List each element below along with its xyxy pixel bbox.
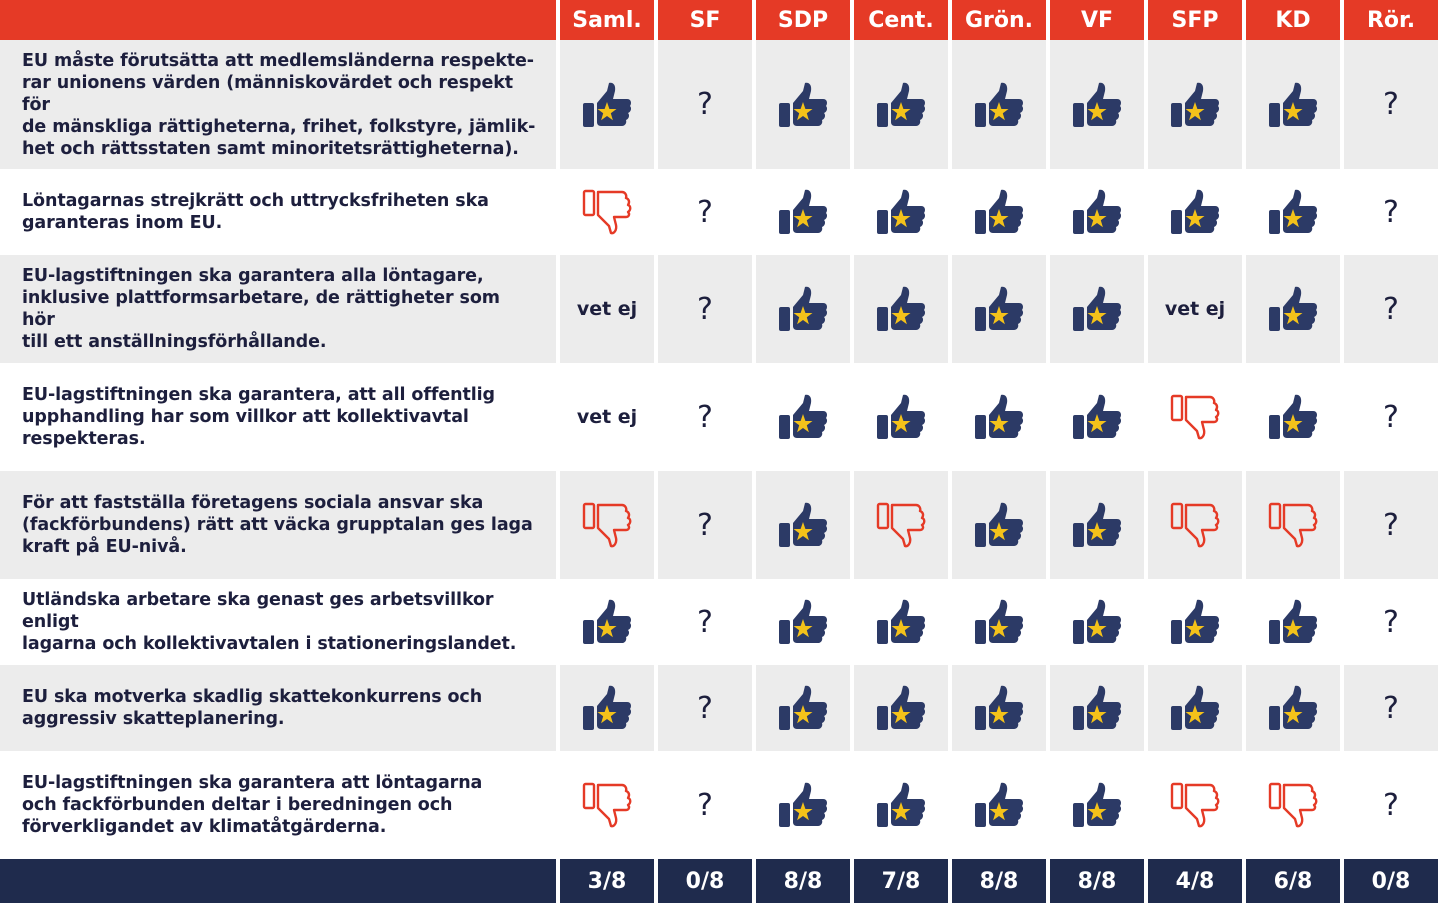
answer-cell <box>850 255 948 363</box>
statement-line: kraft på EU-nivå. <box>22 537 187 557</box>
answer-cell <box>1144 579 1242 665</box>
statement-line: EU måste förutsätta att medlemsländerna respekte- <box>22 50 534 71</box>
statement-cell <box>0 255 556 363</box>
answer-cell <box>948 665 1046 751</box>
answer-cell <box>948 579 1046 665</box>
answer-cell <box>1046 751 1144 859</box>
answer-cell <box>1242 40 1340 169</box>
statement-line: lagarna och kollektivavtalen i stationeringslandet. <box>22 634 517 654</box>
answer-cell <box>556 40 654 169</box>
statement-line: upphandling har som villkor att kollektivavtal <box>22 407 469 427</box>
thumbs-down-icon <box>581 781 633 829</box>
answer-cell <box>948 255 1046 363</box>
statement-cell <box>0 169 556 255</box>
answer-cell <box>654 255 752 363</box>
answer-cell <box>654 579 752 665</box>
thumbs-up-icon <box>777 188 829 236</box>
thumbs-up-icon <box>973 285 1025 333</box>
thumbs-up-icon <box>581 598 633 646</box>
thumbs-up-icon <box>777 598 829 646</box>
statement-cell <box>0 40 556 169</box>
thumbs-down-icon <box>1169 781 1221 829</box>
thumbs-down-icon <box>1169 393 1221 441</box>
unknown-question-mark: ? <box>697 194 713 230</box>
thumbs-down-icon <box>1267 501 1319 549</box>
thumbs-up-icon <box>777 781 829 829</box>
statement-line: EU ska motverka skadlig skattekonkurrens och <box>22 687 483 707</box>
unknown-question-mark: ? <box>697 399 713 435</box>
thumbs-up-icon <box>1267 684 1319 732</box>
answer-cell <box>1340 363 1438 471</box>
statement-line: och fackförbunden deltar i beredningen och <box>22 795 453 815</box>
thumbs-down-icon <box>1169 501 1221 549</box>
answer-cell <box>948 40 1046 169</box>
answer-cell <box>850 40 948 169</box>
answer-cell <box>752 169 850 255</box>
unknown-question-mark: ? <box>1383 87 1399 122</box>
answer-cell <box>556 751 654 859</box>
thumbs-down-icon <box>875 501 927 549</box>
total-score: 3/8 <box>556 859 654 903</box>
thumbs-up-icon <box>875 81 927 129</box>
answer-cell <box>1144 255 1242 363</box>
answer-cell <box>1046 471 1144 579</box>
answer-cell <box>850 471 948 579</box>
statement-line: (fackförbundens) rätt att väcka grupptalan ges laga <box>22 515 533 535</box>
answer-cell <box>850 579 948 665</box>
answer-cell <box>1340 665 1438 751</box>
answer-cell <box>850 363 948 471</box>
thumbs-up-icon <box>875 598 927 646</box>
vet-ej-label: vet ej <box>576 406 638 428</box>
statement-line: Löntagarnas strejkrätt och uttrycksfriheten ska <box>22 191 489 211</box>
thumbs-up-icon <box>973 598 1025 646</box>
answer-cell <box>556 471 654 579</box>
unknown-question-mark: ? <box>1383 291 1399 327</box>
answer-cell <box>948 363 1046 471</box>
thumbs-up-icon <box>973 501 1025 549</box>
thumbs-up-icon <box>581 81 633 129</box>
answer-cell <box>1242 579 1340 665</box>
answer-cell <box>1046 665 1144 751</box>
statement-cell <box>0 471 556 579</box>
statement-line: Utländska arbetare ska genast ges arbetsvillkor enligt <box>22 590 494 632</box>
total-score: 0/8 <box>654 859 752 903</box>
answer-cell <box>1144 363 1242 471</box>
unknown-question-mark: ? <box>697 787 713 823</box>
thumbs-up-icon <box>1267 188 1319 236</box>
answer-cell <box>1242 665 1340 751</box>
thumbs-up-icon <box>1071 81 1123 129</box>
statement-line: rar unionens värden (människovärdet och respekt för <box>22 72 514 115</box>
answer-cell <box>556 665 654 751</box>
answer-cell <box>1046 363 1144 471</box>
thumbs-up-icon <box>875 393 927 441</box>
thumbs-up-icon <box>875 285 927 333</box>
answer-cell <box>1144 169 1242 255</box>
answer-cell <box>654 169 752 255</box>
column-header: SDP <box>752 0 850 40</box>
total-score: 8/8 <box>1046 859 1144 903</box>
thumbs-up-icon <box>777 684 829 732</box>
thumbs-up-icon <box>1267 393 1319 441</box>
thumbs-up-icon <box>1071 285 1123 333</box>
column-header: Grön. <box>948 0 1046 40</box>
thumbs-up-icon <box>973 393 1025 441</box>
statement-line: inklusive plattformsarbetare, de rättigheter som hör <box>22 288 500 330</box>
unknown-question-mark: ? <box>697 291 713 327</box>
answer-cell <box>1242 751 1340 859</box>
unknown-question-mark: ? <box>1383 604 1399 640</box>
answer-cell <box>1340 255 1438 363</box>
answer-cell <box>654 665 752 751</box>
total-score: 8/8 <box>752 859 850 903</box>
answer-cell <box>1144 40 1242 169</box>
unknown-question-mark: ? <box>1383 690 1399 726</box>
unknown-question-mark: ? <box>1383 194 1399 230</box>
column-header: SFP <box>1144 0 1242 40</box>
unknown-question-mark: ? <box>1383 787 1399 823</box>
statement-line: het och rättsstaten samt minoritetsrättigheterna). <box>22 138 519 159</box>
answer-cell <box>1046 40 1144 169</box>
answer-cell <box>556 579 654 665</box>
total-score: 8/8 <box>948 859 1046 903</box>
thumbs-up-icon <box>973 188 1025 236</box>
statement-cell <box>0 363 556 471</box>
answer-cell <box>1340 40 1438 169</box>
total-score: 0/8 <box>1340 859 1438 903</box>
thumbs-down-icon <box>1267 781 1319 829</box>
answer-cell <box>850 665 948 751</box>
statement-cell <box>0 579 556 665</box>
thumbs-up-icon <box>973 684 1025 732</box>
unknown-question-mark: ? <box>697 690 713 726</box>
thumbs-up-icon <box>1071 501 1123 549</box>
thumbs-up-icon <box>1169 684 1221 732</box>
thumbs-down-icon <box>581 188 633 236</box>
thumbs-up-icon <box>1071 393 1123 441</box>
statement-cell <box>0 751 556 859</box>
answer-cell <box>752 665 850 751</box>
thumbs-up-icon <box>1267 598 1319 646</box>
statement-line: till ett anställningsförhållande. <box>22 332 327 352</box>
unknown-question-mark: ? <box>697 507 713 543</box>
thumbs-up-icon <box>1169 81 1221 129</box>
column-header: Cent. <box>850 0 948 40</box>
answer-cell <box>1340 169 1438 255</box>
answer-cell <box>1144 665 1242 751</box>
statement-line: EU-lagstiftningen ska garantera alla löntagare, <box>22 266 484 286</box>
statement-line: EU-lagstiftningen ska garantera att löntagarna <box>22 773 483 793</box>
vet-ej-label: vet ej <box>576 298 638 320</box>
unknown-question-mark: ? <box>1383 399 1399 435</box>
answer-cell <box>556 255 654 363</box>
answer-cell <box>654 751 752 859</box>
answer-cell <box>752 579 850 665</box>
answer-cell <box>654 40 752 169</box>
thumbs-up-icon <box>777 285 829 333</box>
answer-cell <box>948 169 1046 255</box>
unknown-question-mark: ? <box>697 87 713 122</box>
answer-cell <box>752 255 850 363</box>
answer-cell <box>1046 255 1144 363</box>
column-header: SF <box>654 0 752 40</box>
answer-cell <box>1340 471 1438 579</box>
statement-cell <box>0 665 556 751</box>
total-score: 6/8 <box>1242 859 1340 903</box>
answer-cell <box>1144 751 1242 859</box>
thumbs-up-icon <box>777 393 829 441</box>
column-header: Saml. <box>556 0 654 40</box>
answer-cell <box>556 169 654 255</box>
thumbs-down-icon <box>581 501 633 549</box>
statement-line: För att fastställa företagens sociala ansvar ska <box>22 493 484 513</box>
answer-cell <box>850 169 948 255</box>
answer-cell <box>948 751 1046 859</box>
thumbs-up-icon <box>1071 781 1123 829</box>
statement-line: aggressiv skatteplanering. <box>22 709 285 729</box>
answer-cell <box>654 471 752 579</box>
answer-cell <box>752 40 850 169</box>
total-score: 7/8 <box>850 859 948 903</box>
column-header: VF <box>1046 0 1144 40</box>
unknown-question-mark: ? <box>697 604 713 640</box>
thumbs-up-icon <box>777 501 829 549</box>
thumbs-up-icon <box>973 781 1025 829</box>
thumbs-up-icon <box>973 81 1025 129</box>
thumbs-up-icon <box>1267 285 1319 333</box>
answer-cell <box>1242 471 1340 579</box>
answer-cell <box>1242 169 1340 255</box>
footer-corner <box>0 859 556 903</box>
answer-cell <box>850 751 948 859</box>
vet-ej-label: vet ej <box>1164 298 1226 320</box>
thumbs-up-icon <box>1071 598 1123 646</box>
thumbs-up-icon <box>1169 188 1221 236</box>
statement-line: garanteras inom EU. <box>22 213 223 233</box>
thumbs-up-icon <box>581 684 633 732</box>
thumbs-up-icon <box>1071 188 1123 236</box>
answer-cell <box>1144 471 1242 579</box>
answer-cell <box>1242 363 1340 471</box>
answer-cell <box>654 363 752 471</box>
total-score: 4/8 <box>1144 859 1242 903</box>
thumbs-up-icon <box>875 188 927 236</box>
answer-cell <box>1046 579 1144 665</box>
thumbs-up-icon <box>875 781 927 829</box>
answer-cell <box>1242 255 1340 363</box>
statement-line: de mänskliga rättigheterna, frihet, folkstyre, jämlik- <box>22 116 536 137</box>
column-header: Rör. <box>1340 0 1438 40</box>
column-header: KD <box>1242 0 1340 40</box>
thumbs-up-icon <box>1071 684 1123 732</box>
answer-cell <box>1340 751 1438 859</box>
answer-cell <box>1046 169 1144 255</box>
answer-cell <box>948 471 1046 579</box>
unknown-question-mark: ? <box>1383 507 1399 543</box>
answer-cell <box>752 471 850 579</box>
header-corner <box>0 0 556 40</box>
answer-cell <box>752 751 850 859</box>
statement-line: förverkligandet av klimatåtgärderna. <box>22 817 387 837</box>
statement-line: EU-lagstiftningen ska garantera, att all offentlig <box>22 385 495 405</box>
answer-cell <box>556 363 654 471</box>
answer-cell <box>1340 579 1438 665</box>
answer-cell <box>752 363 850 471</box>
thumbs-up-icon <box>1169 598 1221 646</box>
thumbs-up-icon <box>777 81 829 129</box>
statement-line: respekteras. <box>22 429 146 449</box>
thumbs-up-icon <box>1267 81 1319 129</box>
thumbs-up-icon <box>875 684 927 732</box>
